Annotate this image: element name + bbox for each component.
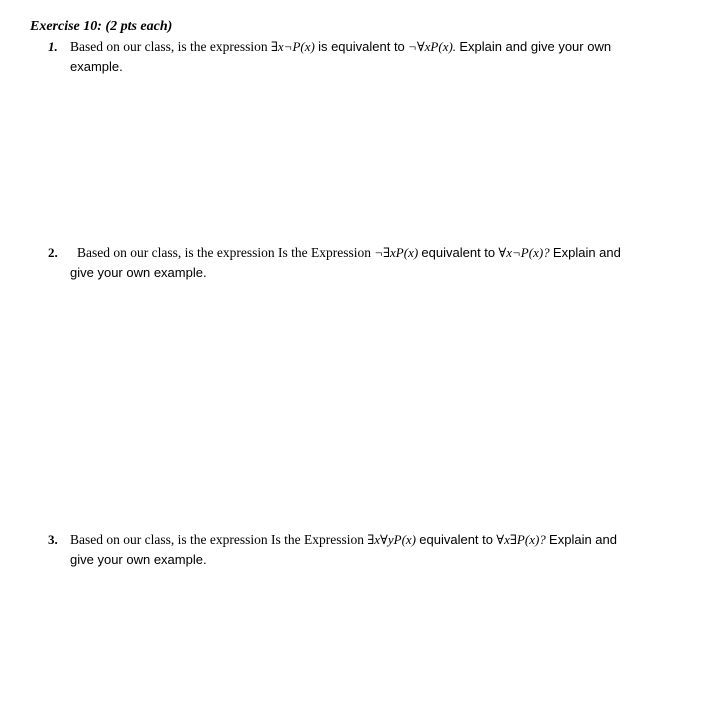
question-tail: Explain and	[549, 532, 617, 547]
question-tail: Explain and give your own	[459, 39, 612, 54]
question-line-2: give your own example.	[70, 552, 207, 567]
question-lead: Based on our class, is the expression Is the Expression	[77, 245, 371, 260]
question-2	[48, 243, 688, 283]
question-lead: Based on our class, is the expression Is the Expression	[70, 532, 364, 547]
question-tail: Explain and	[552, 245, 621, 260]
question-lead: Based on our class, is the expression	[70, 39, 268, 54]
question-middle: equivalent to	[421, 245, 496, 260]
expression-b: ∀x¬P(x)?	[498, 245, 550, 260]
question-middle: equivalent to	[419, 532, 493, 547]
expression-a: ¬∃xP(x)	[374, 245, 419, 260]
question-number: 3.	[48, 532, 58, 547]
expression-a: ∃x∀yP(x)	[367, 532, 417, 547]
question-1	[48, 37, 688, 77]
question-number: 2.	[48, 245, 58, 260]
exercise-title: Exercise 10: (2 pts each)	[30, 19, 173, 34]
question-line-2: example.	[70, 59, 123, 74]
question-middle: is equivalent to	[318, 39, 405, 54]
expression-b: ∀x∃P(x)?	[496, 532, 546, 547]
question-number: 1.	[48, 39, 58, 54]
question-3	[48, 530, 688, 570]
expression-b: ¬∀xP(x).	[408, 39, 457, 54]
expression-a: ∃x¬P(x)	[270, 39, 315, 54]
question-line-2: give your own example.	[70, 265, 207, 280]
